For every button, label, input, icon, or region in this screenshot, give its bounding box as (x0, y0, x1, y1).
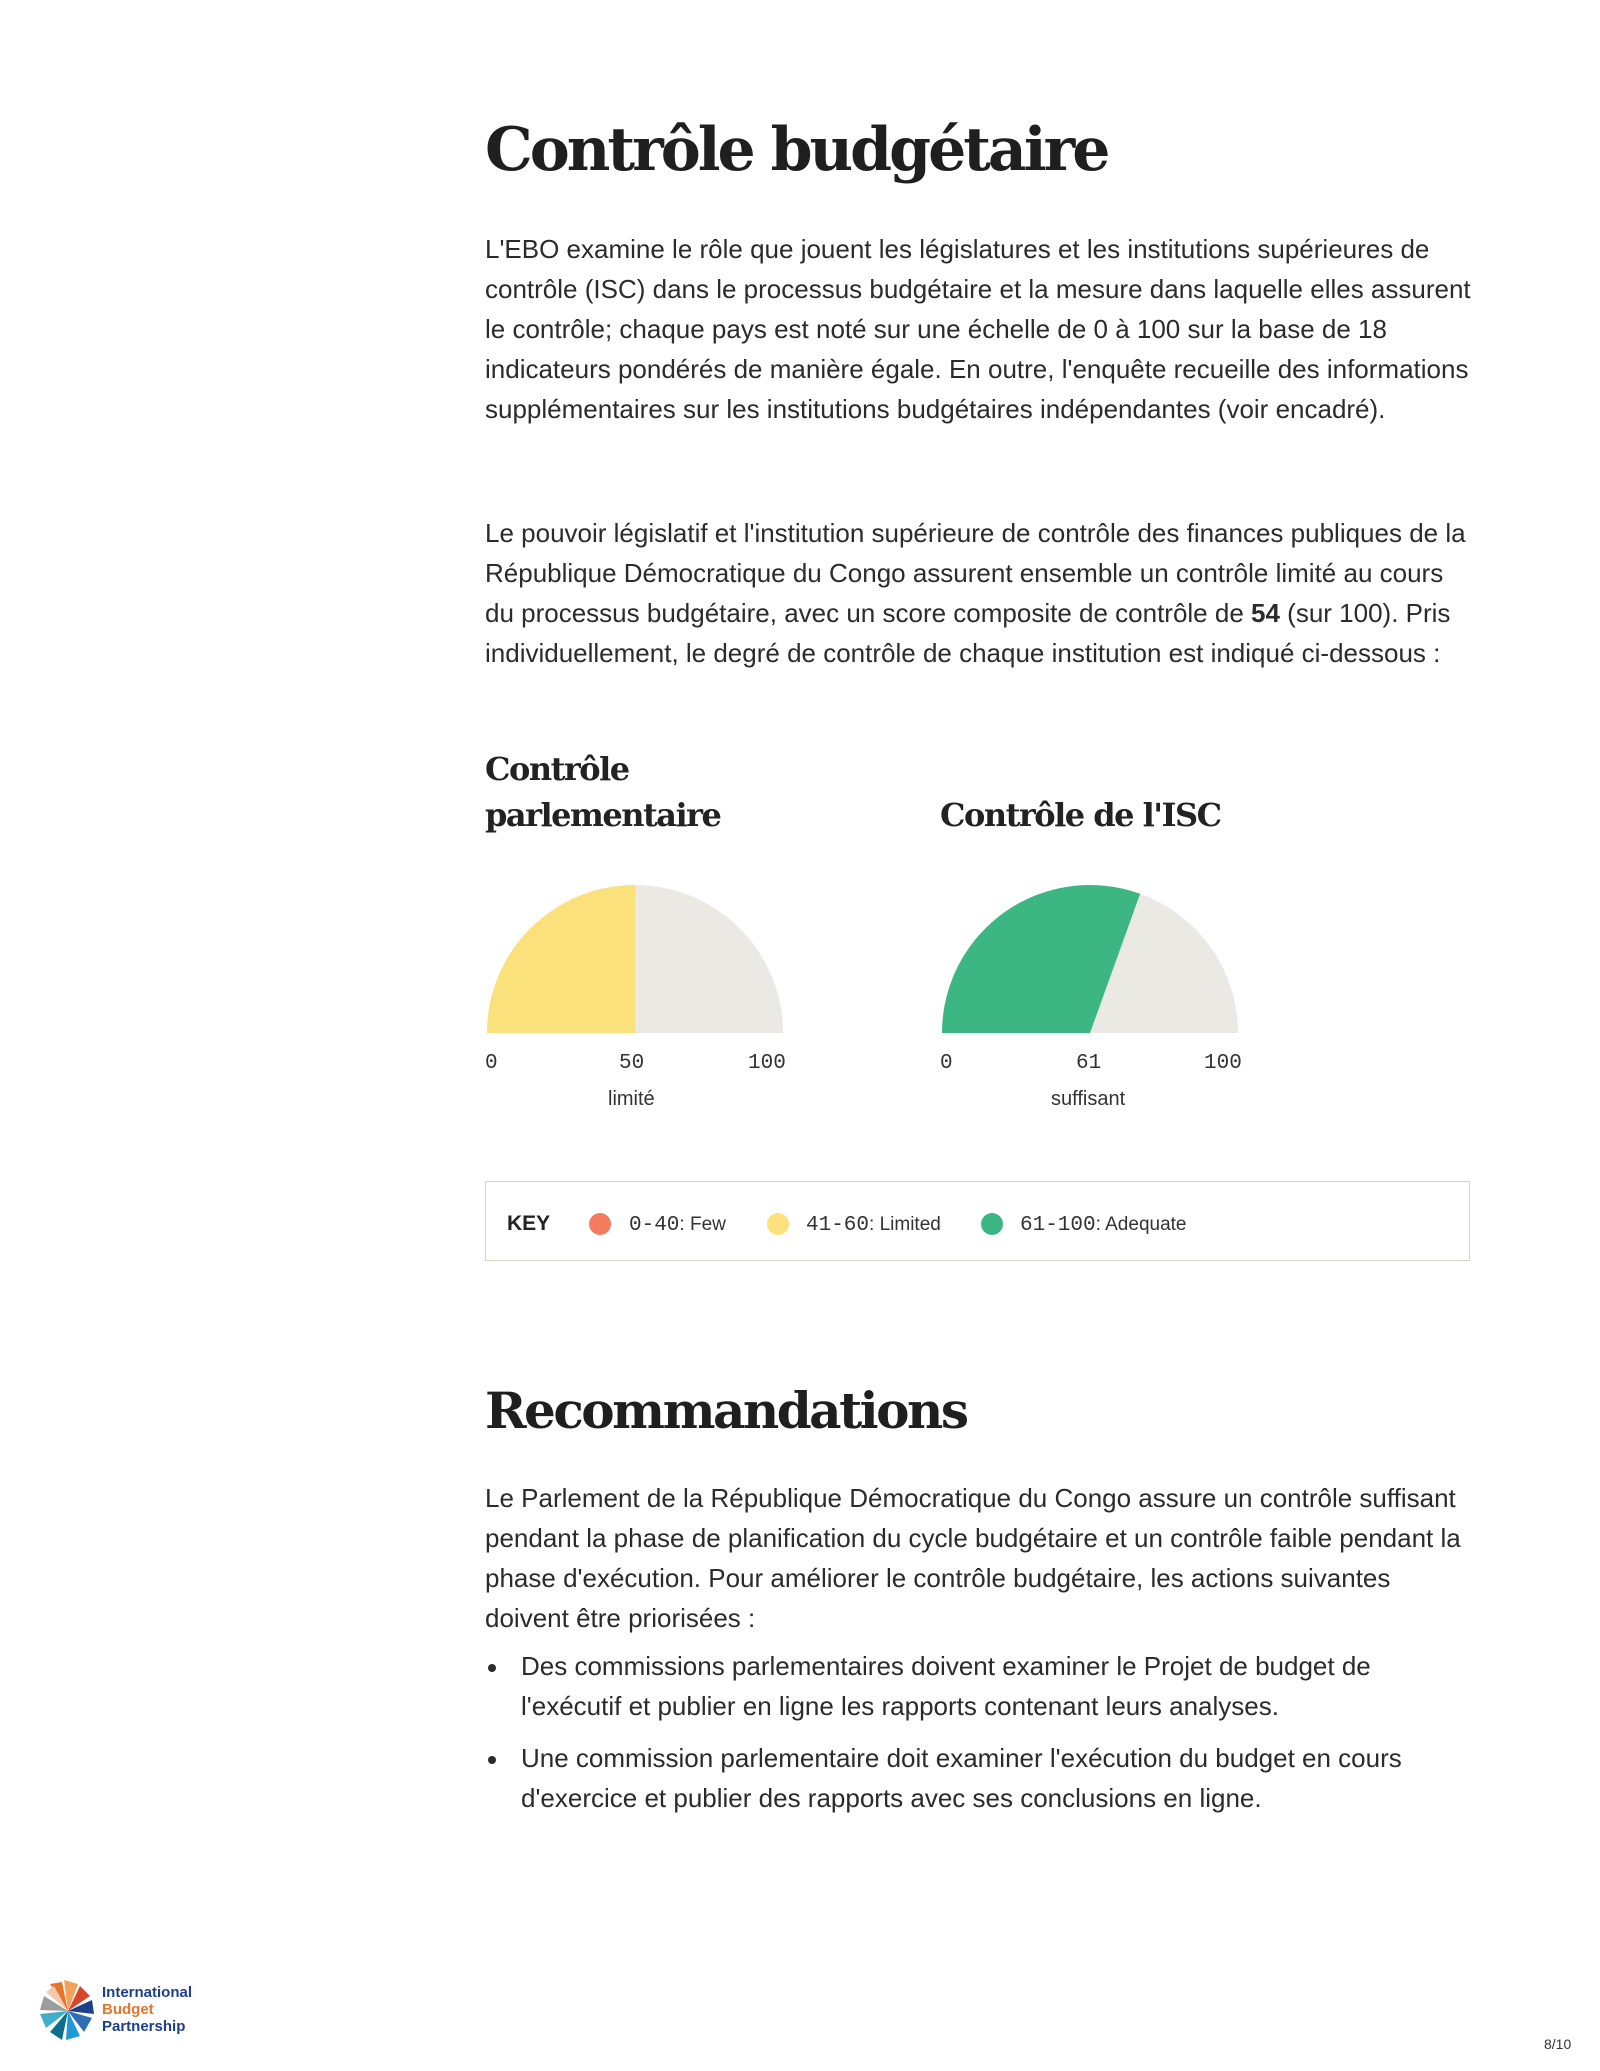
section-title-recommendations: Recommandations (485, 1381, 967, 1440)
composite-score: 54 (1251, 598, 1280, 628)
key-label-few: 0-40: Few (629, 1214, 726, 1237)
gauge-title-legislative: Contrôle parlementaire (485, 750, 721, 834)
gauge-min-label: 0 (940, 1052, 953, 1075)
recommendations-intro: Le Parlement de la République Démocratique du Congo assure un contrôle suffisant pendant la phase de planification du cycle budgétaire et un contrôle faible pendant la phase d'exécution. Pour améliorer le contrôle budgétaire, les actions suivantes doivent être priorisées : (485, 1483, 1461, 1633)
gauge-score-label: 50 (619, 1052, 645, 1075)
intro-paragraph: L'EBO examine le rôle que jouent les législatures et les institutions supérieures de contrôle (ISC) dans le processus budgétaire et la mesure dans laquelle elles assurent le contrôle; chaque pays est noté sur une échelle de 0 à 100 sur la base de 18 indicateurs pondérés de manière égale. En outre, l'enquête recueille des informations supplémentaires sur les institutions budgétaires indépendantes (voir encadré). (485, 234, 1471, 424)
gauge-verdict: limité (608, 1088, 655, 1110)
ibp-logo-icon (38, 1980, 98, 2042)
list-item: Des commissions parlementaires doivent examiner le Projet de budget de l'exécutif et publier en ligne les rapports contenant leurs analyses. (485, 1646, 1475, 1726)
gauge-chart-legislative (485, 883, 785, 1035)
key-dot-few (589, 1213, 611, 1235)
key-label-adequate: 61-100: Adequate (1020, 1214, 1187, 1237)
summary-paragraph (485, 513, 1475, 673)
gauge-fill (487, 885, 635, 1033)
key-title: KEY (507, 1212, 551, 1235)
gauge-chart-sai (940, 883, 1240, 1035)
ibp-logo (38, 1980, 208, 2042)
key-dot-limited (767, 1213, 789, 1235)
section-title-budget-oversight: Contrôle budgétaire (485, 115, 1108, 185)
ibp-logo-text: International Budget Partnership (102, 1984, 193, 2035)
page-number: 8/10 (1544, 2036, 1572, 2052)
score-key (485, 1181, 1470, 1261)
summary-text-after: (sur 100). Pris individuellement, le degré de contrôle de chaque institution est indiqué ci-dessous : (485, 598, 1451, 668)
key-label-limited: 41-60: Limited (806, 1214, 941, 1237)
list-item: Une commission parlementaire doit examiner l'exécution du budget en cours d'exercice et publier des rapports avec ses conclusions en ligne. (485, 1738, 1475, 1818)
gauge-max-label: 100 (748, 1052, 786, 1075)
gauge-score-label: 61 (1076, 1052, 1102, 1075)
gauge-max-label: 100 (1204, 1052, 1242, 1075)
summary-text-before: Le pouvoir législatif et l'institution supérieure de contrôle des finances publiques de la République Démocratique du Congo assurent ensemble un contrôle limité au cours du processus budgétaire, avec un score composite de contrôle de (485, 518, 1466, 628)
gauge-min-label: 0 (485, 1052, 498, 1075)
key-dot-adequate (981, 1213, 1003, 1235)
gauge-verdict: suffisant (1051, 1088, 1126, 1110)
recommendations-list (485, 1646, 1475, 1818)
gauge-title-sai: Contrôle de l'ISC (940, 796, 1221, 834)
